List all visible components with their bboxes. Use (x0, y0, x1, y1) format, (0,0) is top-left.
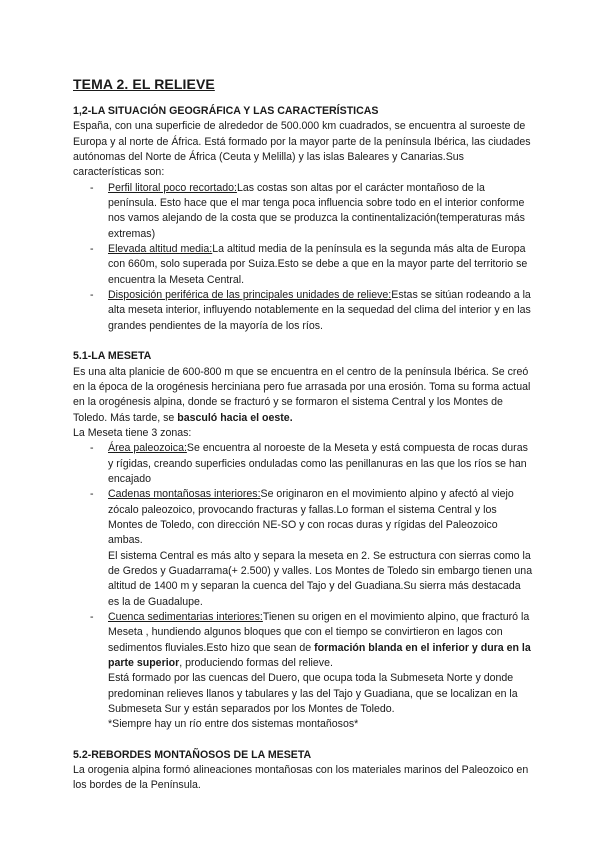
item-term: Elevada altitud media: (108, 243, 213, 256)
item-text: Tienen su origen en el movimiento alpino, que fracturó la Meseta , hundiendo algunos bloques que con el tiempo se convirtieron en lagos con sedimentos fluviales.Esto hizo que sean de (108, 611, 530, 654)
bullet-dash: - (90, 611, 94, 623)
intro-bold-text: basculó hacia el oeste. (177, 411, 293, 424)
item-extra-text: El sistema Central es más alto y separa la meseta en 2. Se estructura con sierras como la de Gredos y Guadarrama(+ 2.500) y valles. Los Montes de Toledo sin embargo tienen una altitud de 1400 m y separan la cuenca del Tajo y del Guadiana.Su sierra más destacada es la de Guadalupe. (108, 549, 533, 608)
section-gap (73, 334, 533, 349)
list-item (73, 487, 533, 610)
bullet-dash: - (90, 289, 94, 302)
item-extra-text: Está formado por las cuencas del Duero, que ocupa toda la Submeseta Norte y donde predominan relieves llanos y tabulares y las del Tajo y Guadiana, que se localizan en la Submeseta Sur y están separados por los Montes de Toledo. (108, 672, 518, 716)
bullet-dash: - (90, 488, 94, 501)
bullet-dash: - (90, 442, 94, 455)
item-term: Cuenca sedimentarias interiores: (108, 611, 263, 623)
item-text: Se originaron en el movimiento alpino y afectó al viejo zócalo paleozoico, provocando fracturas y fallas.Lo forman el sistema Central y los Montes de Toledo, con dirección NE-SO y con rocas duras y rígidas del Paleozoico ambas. (108, 488, 514, 547)
section-intro-situacion: España, con una superficie de alrededor de 500.000 km cuadrados, se encuentra al suroeste de Europa y al norte de África. Está formado por la mayor parte de la península Ibérica, las ciudades autónomas del Norte de África (Ceuta y Melilla) y las islas Baleares y Canarias.Sus características son: (73, 120, 531, 179)
section-heading-rebordes: 5.2-REBORDES MONTAÑOSOS DE LA MESETA (73, 748, 312, 761)
item-term: Perfil litoral poco recortado: (108, 181, 237, 194)
section-intro-rebordes: La orogenia alpina formó alineaciones montañosas con los materiales marinos del Paleozoico en los bordes de la Península. (73, 764, 529, 792)
characteristics-list (73, 181, 533, 334)
item-text: Se encuentra al noroeste de la Meseta y está compuesta de rocas duras y rígidas, creando superficies onduladas como las penillanuras en las que los ríos se han encajado (108, 442, 528, 485)
intro-text: Es una alta planicie de 600-800 m que se encuentra en el centro de la península Ibérica. Se creó en la época de la orogénesis herciniana pero fue arrasada por una erosión. Toma su forma actual en la orogénesis alpina, donde se fracturó y se formaron el sistema Central y los Montes de Toledo. Más tarde, se (73, 365, 531, 424)
section-intro-meseta (73, 365, 533, 426)
item-term: Cadenas montañosas interiores: (108, 488, 261, 501)
item-text-continued: , produciendo formas del relieve. (179, 657, 333, 670)
section-heading-meseta: 5.1-LA MESETA (73, 350, 152, 363)
zones-list (73, 441, 533, 733)
list-item (73, 242, 533, 288)
item-term: Área paleozoica: (108, 442, 187, 455)
list-item (73, 610, 533, 733)
section-gap (73, 733, 533, 748)
list-item (73, 441, 533, 487)
bullet-dash: - (90, 243, 94, 256)
page-title: TEMA 2. EL RELIEVE (73, 76, 215, 92)
zones-line: La Meseta tiene 3 zonas: (73, 426, 192, 439)
list-item (73, 288, 533, 334)
item-text: La altitud media de la península es la segunda más alta de Europa con 660m, solo superada por Suiza.Esto se debe a que en la mayor parte del territorio se encuentra la Meseta Central. (108, 243, 528, 286)
item-bold-text: formación blanda en el inferior y dura en la parte superior (108, 641, 531, 670)
item-term: Disposición periférica de las principales unidades de relieve: (108, 289, 392, 302)
item-text: Las costas son altas por el carácter montañoso de la península. Esto hace que el mar tenga poca influencia sobre todo en el interior conforme nos vamos alejando de la costa que se produzca la continentalización(temperaturas más extremas) (108, 181, 525, 240)
bullet-dash: - (90, 181, 94, 194)
document-body (73, 104, 533, 794)
section-heading-situacion: 1,2-LA SITUACIÓN GEOGRÁFICA Y LAS CARACTERÍSTICAS (73, 105, 379, 117)
item-text: Estas se sitúan rodeando a la alta meseta interior, influyendo notablemente en la sequedad del clima del interior y en las grandes pendientes de la mayoría de los ríos. (108, 289, 531, 332)
item-note-text: *Siempre hay un río entre dos sistemas montañosos* (108, 718, 359, 731)
list-item (73, 181, 533, 242)
